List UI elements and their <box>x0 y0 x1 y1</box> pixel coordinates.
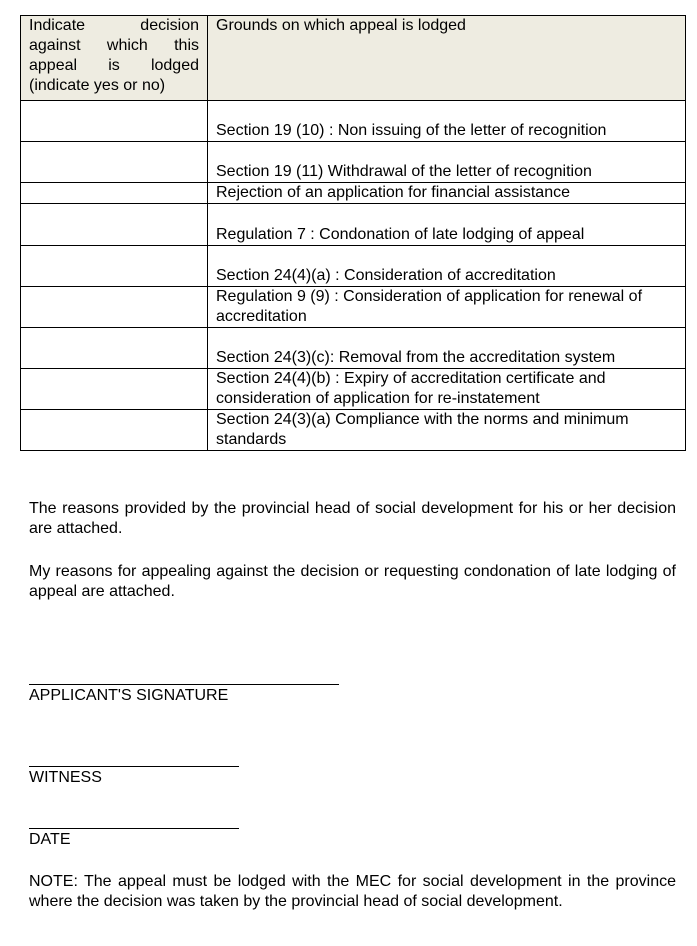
table-header-row <box>21 16 686 101</box>
table-row <box>21 246 686 287</box>
witness-label: WITNESS <box>29 769 102 786</box>
table-row <box>21 287 686 328</box>
table-row <box>21 142 686 183</box>
grounds-cell: Section 24(4)(a) : Consideration of accreditation <box>208 246 686 287</box>
table-row <box>21 183 686 204</box>
indicate-cell[interactable] <box>21 204 208 246</box>
indicate-cell[interactable] <box>21 101 208 142</box>
grounds-cell: Section 24(3)(a) Compliance with the norms and minimum standards <box>208 410 686 451</box>
table-row <box>21 204 686 246</box>
applicant-signature-line[interactable] <box>29 684 339 685</box>
table-row <box>21 101 686 142</box>
grounds-cell: Section 24(4)(b) : Expiry of accreditation certificate and consideration of application for re-instatement <box>208 369 686 410</box>
indicate-cell[interactable] <box>21 410 208 451</box>
reasons-head-statement: The reasons provided by the provincial head of social development for his or her decision are attached. <box>29 500 676 537</box>
indicate-cell[interactable] <box>21 328 208 369</box>
indicate-cell[interactable] <box>21 246 208 287</box>
applicant-signature-label: APPLICANT'S SIGNATURE <box>29 687 229 704</box>
grounds-cell: Rejection of an application for financial assistance <box>208 183 686 204</box>
table-row <box>21 328 686 369</box>
indicate-cell[interactable] <box>21 369 208 410</box>
grounds-cell: Section 19 (11) Withdrawal of the letter of recognition <box>208 142 686 183</box>
witness-signature-line[interactable] <box>29 766 239 767</box>
date-label: DATE <box>29 831 71 848</box>
date-line[interactable] <box>29 828 239 829</box>
appeal-note: NOTE: The appeal must be lodged with the MEC for social development in the province where the decision was taken by the provincial head of social development. <box>29 873 676 910</box>
indicate-cell[interactable] <box>21 142 208 183</box>
indicate-cell[interactable] <box>21 183 208 204</box>
table-row <box>21 410 686 451</box>
header-indicate-decision: Indicate decision against which this appeal is lodged (indicate yes or no) <box>21 16 208 101</box>
grounds-cell: Section 19 (10) : Non issuing of the letter of recognition <box>208 101 686 142</box>
indicate-cell[interactable] <box>21 287 208 328</box>
appeal-decision-table <box>20 15 686 451</box>
table-row <box>21 369 686 410</box>
header-grounds: Grounds on which appeal is lodged <box>208 16 686 101</box>
grounds-cell: Section 24(3)(c): Removal from the accreditation system <box>208 328 686 369</box>
grounds-cell: Regulation 7 : Condonation of late lodging of appeal <box>208 204 686 246</box>
grounds-cell: Regulation 9 (9) : Consideration of application for renewal of accreditation <box>208 287 686 328</box>
reasons-applicant-statement: My reasons for appealing against the decision or requesting condonation of late lodging of appeal are attached. <box>29 563 676 600</box>
